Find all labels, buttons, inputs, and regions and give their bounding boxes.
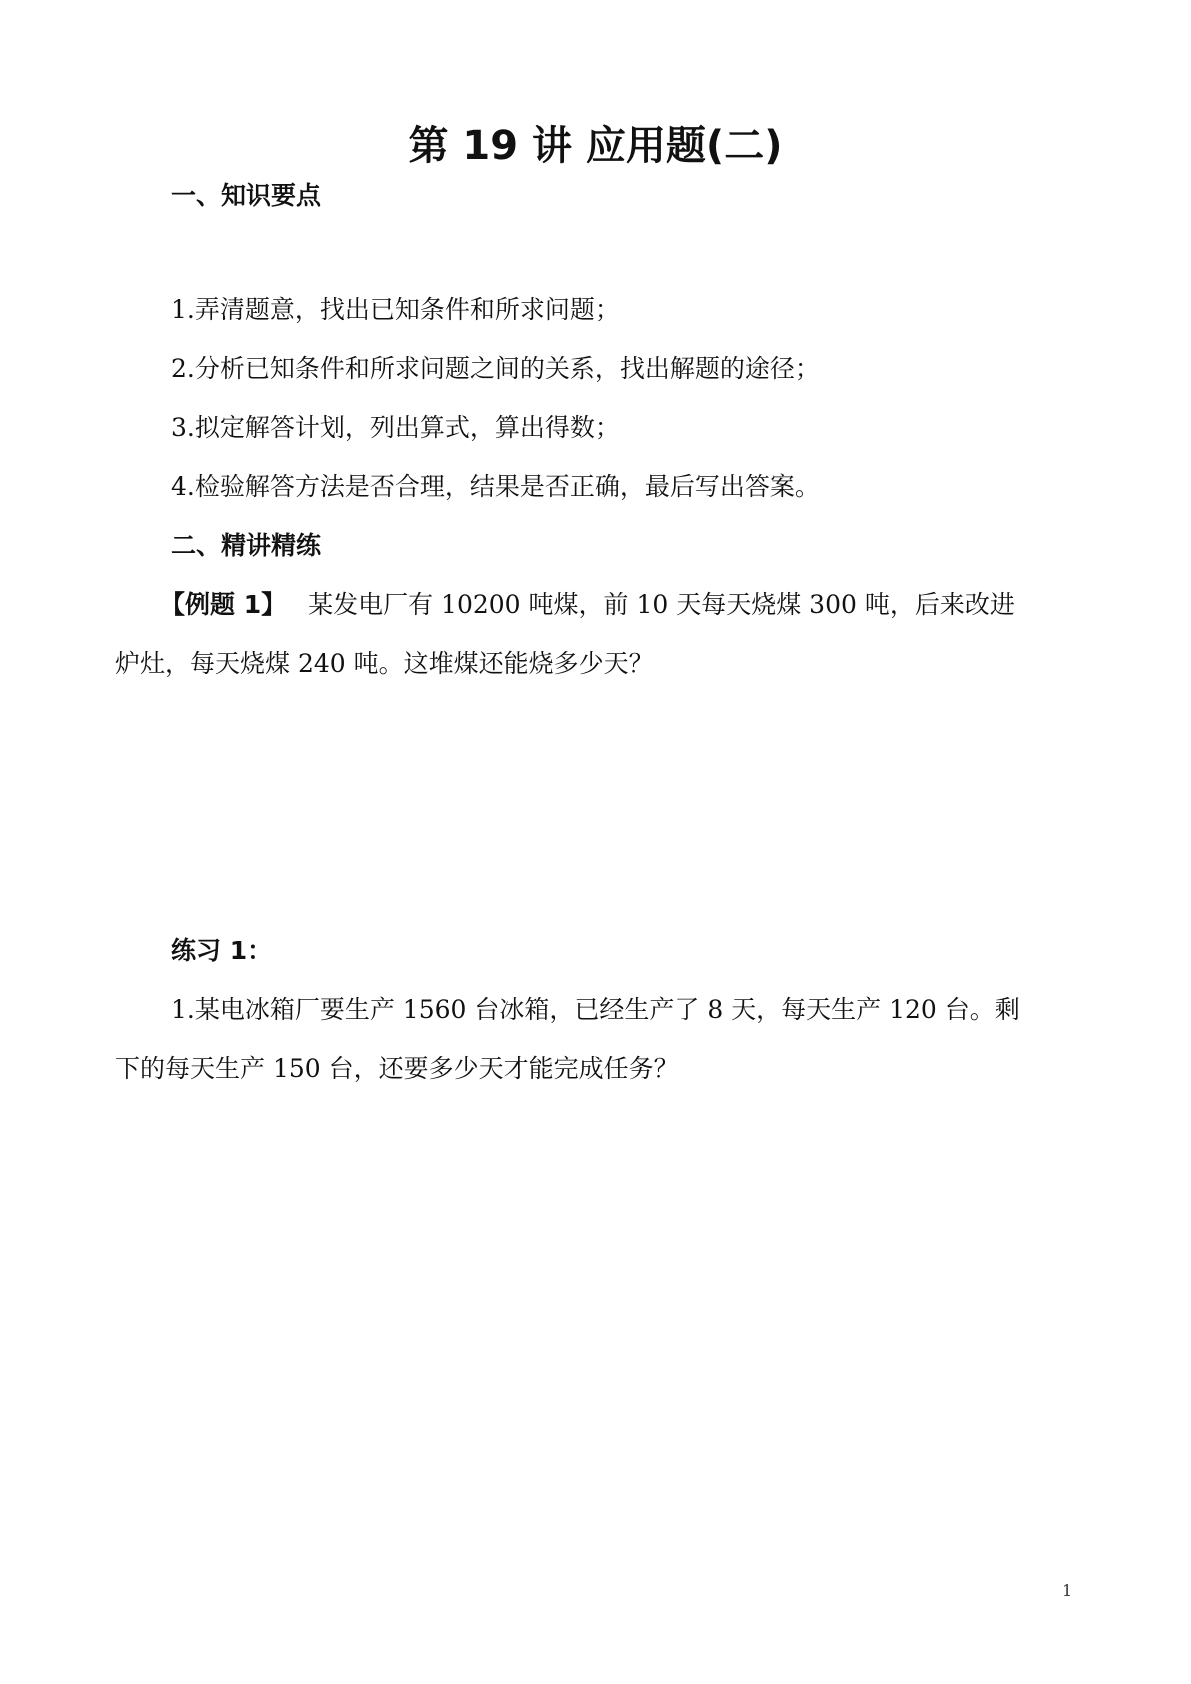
knowledge-point-item: 1.弄清题意，找出已知条件和所求问题； bbox=[171, 295, 620, 324]
example-1-tag: 【例题 1】 bbox=[160, 590, 287, 619]
practice-1-heading: 练习 1： bbox=[171, 936, 273, 965]
section-heading-lecture-practice: 二、精讲精练 bbox=[171, 531, 322, 560]
example-1-line-1 bbox=[160, 585, 1015, 625]
page-title: 第 19 讲 应用题(二) bbox=[408, 123, 783, 169]
section-heading-knowledge-points: 一、知识要点 bbox=[171, 181, 322, 210]
example-1-line-2: 炉灶，每天烧煤 240 吨。这堆煤还能烧多少天？ bbox=[115, 649, 654, 678]
practice-1-line-1: 1.某电冰箱厂要生产 1560 台冰箱，已经生产了 8 天，每天生产 120 台。剩 bbox=[171, 995, 1020, 1024]
knowledge-point-item: 4.检验解答方法是否合理，结果是否正确，最后写出答案。 bbox=[171, 472, 820, 501]
example-1-text: 某发电厂有 10200 吨煤，前 10 天每天烧煤 300 吨，后来改进 bbox=[308, 590, 1015, 619]
knowledge-point-item: 3.拟定解答计划，列出算式，算出得数； bbox=[171, 413, 620, 442]
page-number: 1 bbox=[1062, 1581, 1073, 1600]
practice-1-line-2: 下的每天生产 150 台，还要多少天才能完成任务？ bbox=[115, 1054, 679, 1083]
knowledge-point-item: 2.分析已知条件和所求问题之间的关系，找出解题的途径； bbox=[171, 354, 820, 383]
